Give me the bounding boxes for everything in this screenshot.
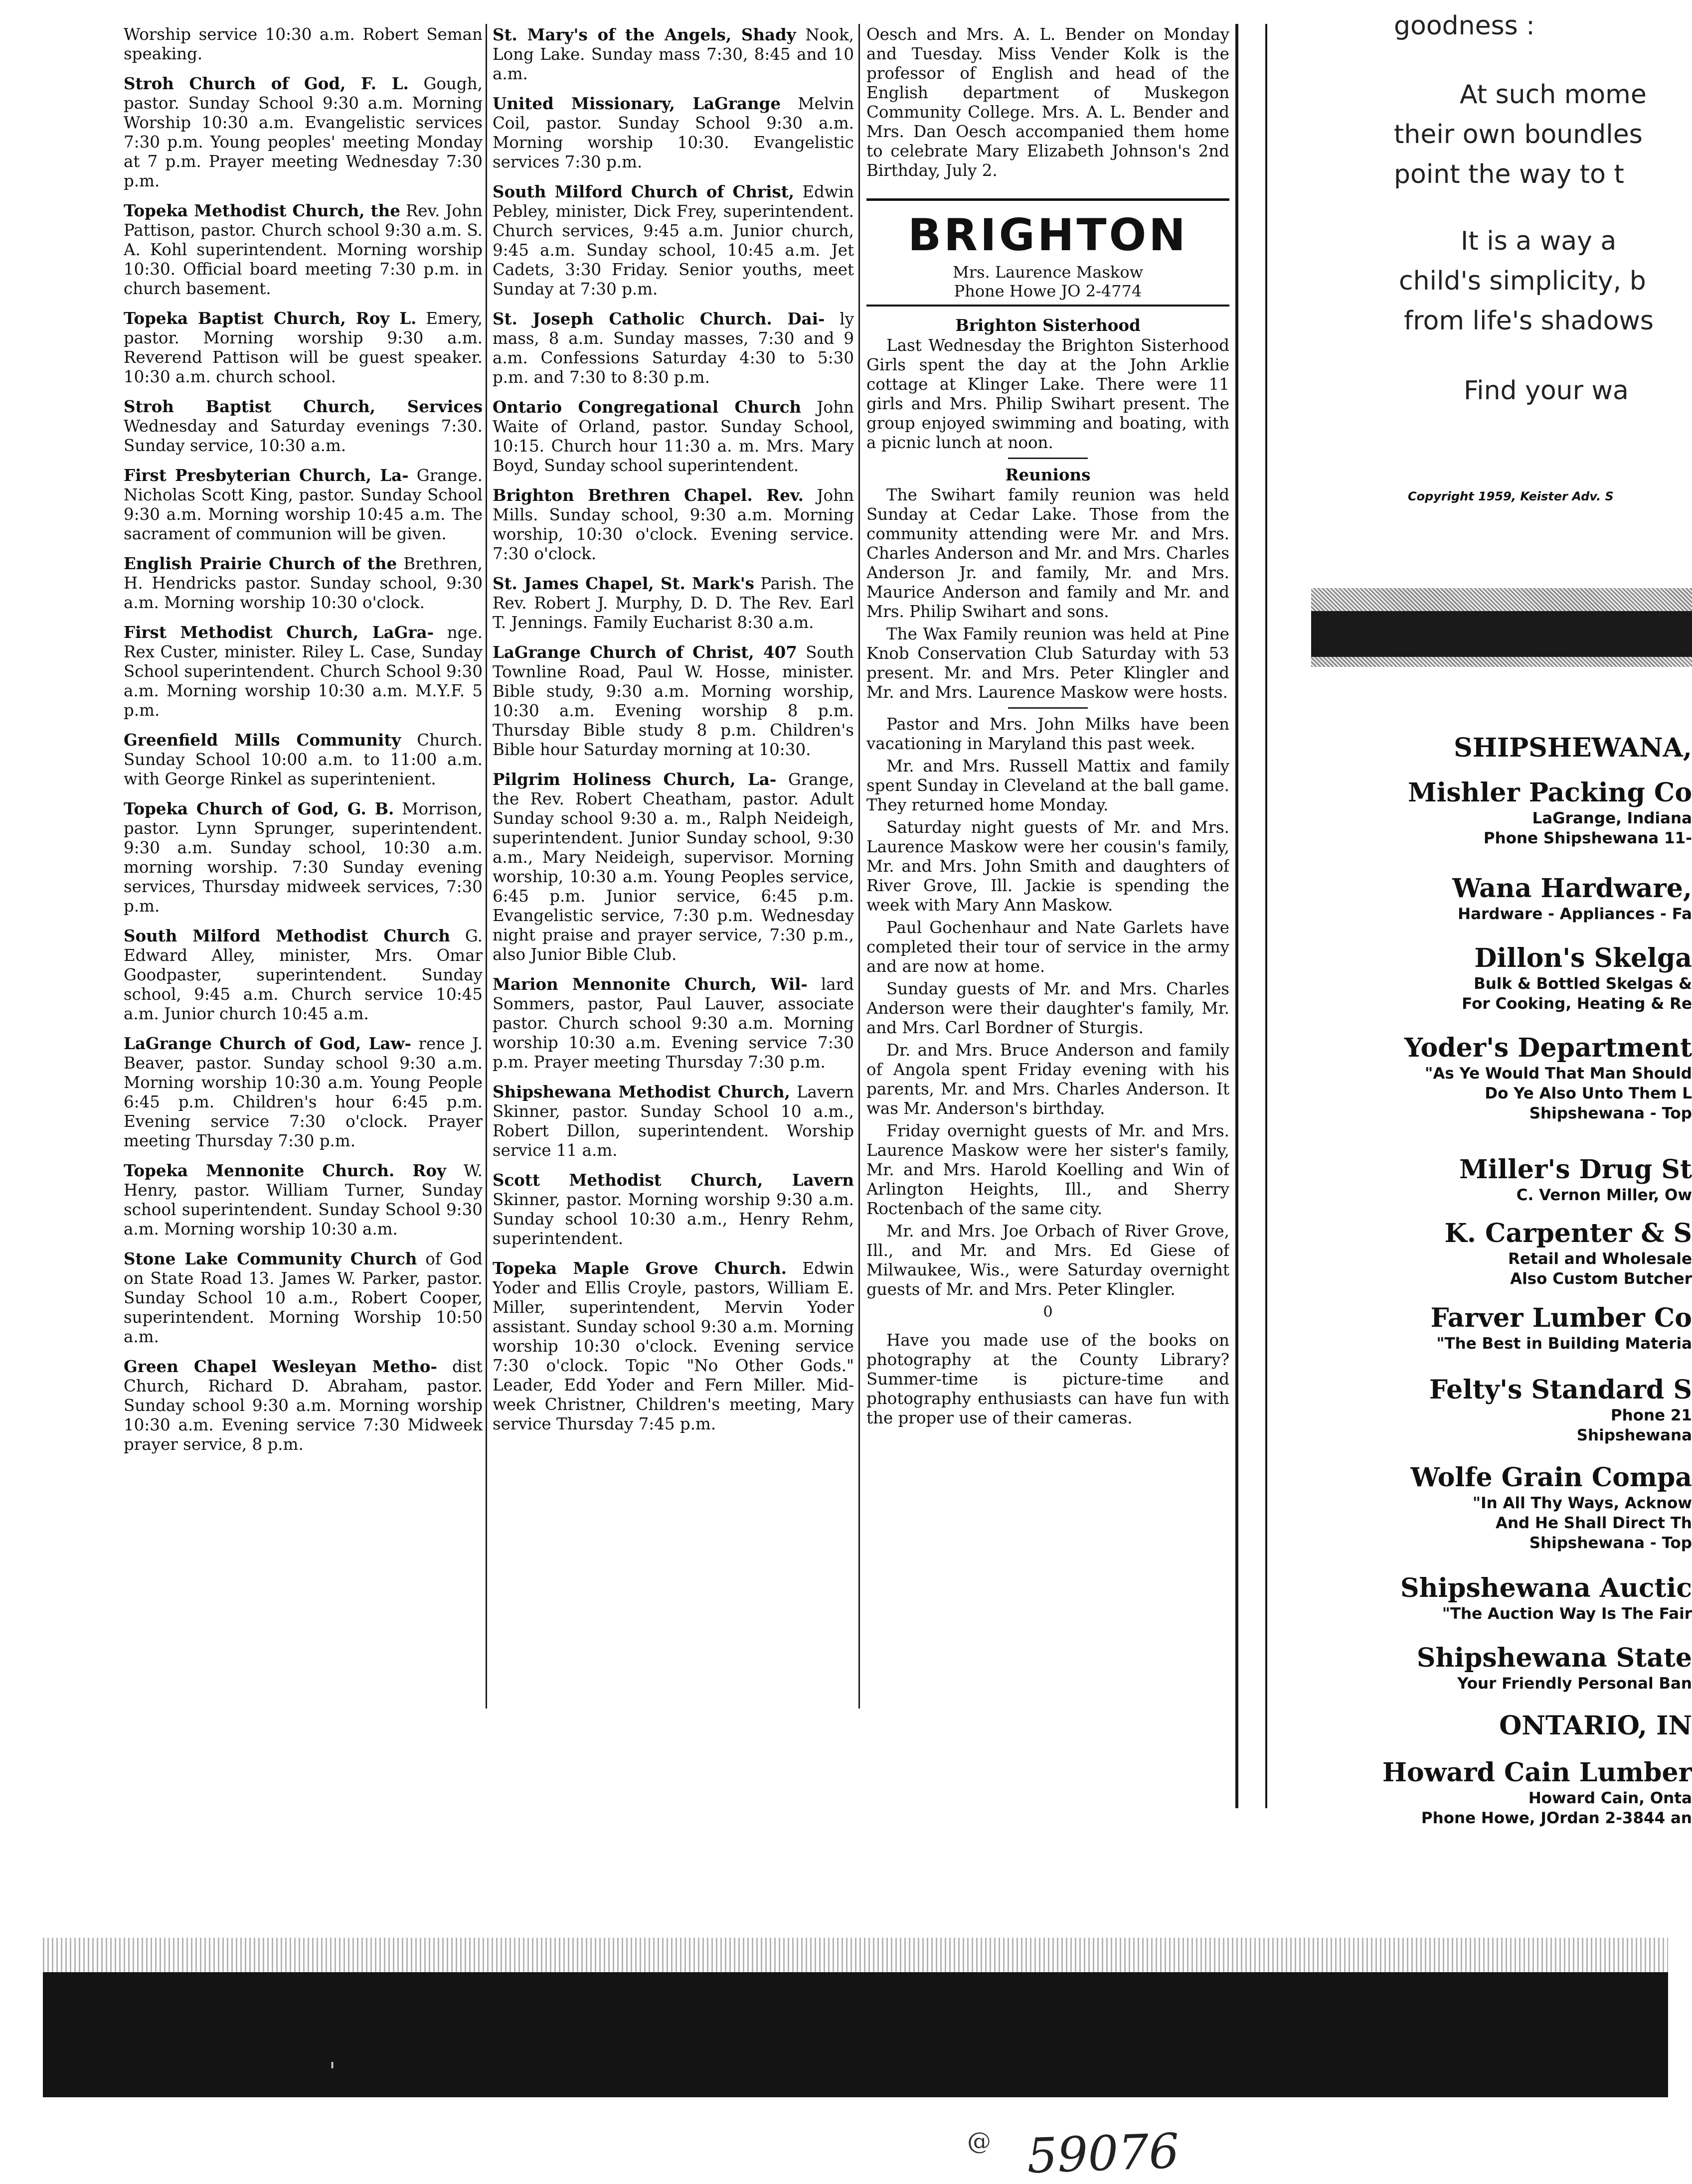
sponsor-line: "In All Thy Ways, Acknow bbox=[1472, 1494, 1692, 1512]
brighton-banner bbox=[866, 198, 1229, 301]
church-name: St. Mary's of the Angels, Shady bbox=[493, 25, 796, 44]
sponsor-block bbox=[1276, 1757, 1692, 1828]
sponsor-name: Wolfe Grain Compa bbox=[1410, 1462, 1692, 1493]
ad-poem-line: It is a way a bbox=[1461, 226, 1617, 256]
church-name: St. James Chapel, St. Mark's bbox=[493, 574, 754, 593]
ad-poem-line: goodness : bbox=[1394, 11, 1535, 41]
sponsor-line: Howard Cain, Onta bbox=[1528, 1789, 1692, 1807]
sponsor-line: Phone Shipshewana 11- bbox=[1483, 829, 1692, 847]
church-name: English Prairie Church of the bbox=[124, 554, 397, 573]
sponsor-name: Shipshewana Auctic bbox=[1400, 1573, 1692, 1603]
sponsor-name: Mishler Packing Co bbox=[1408, 778, 1692, 808]
sponsor-name: Howard Cain Lumber bbox=[1382, 1757, 1692, 1788]
reunions-paragraph: The Swihart family reunion was held Sunday at Cedar Lake. Those from the community attending were Mr. and Mrs. Charles Anderson and Mr. and Mrs. Charles Anderson Jr. and family, Mr. and Mrs. Maurice Anderson and family and Mr. and Mrs. Philip Swihart and sons. bbox=[866, 485, 1229, 621]
sponsor-line: Phone Howe, JOrdan 2-3844 an bbox=[1421, 1809, 1692, 1827]
church-name: Topeka Maple Grove Church. bbox=[493, 1258, 787, 1278]
news-item: Paul Gochenhaur and Nate Garlets have completed their tour of service in the army and are now at home. bbox=[866, 918, 1229, 976]
church-details: Nook, Long Lake. Sunday mass 7:30, 8:45 and 10 a.m. bbox=[493, 25, 854, 83]
church-name: South Milford Church of Christ, bbox=[493, 182, 795, 201]
sisterhood-heading: Brighton Sisterhood bbox=[955, 315, 1141, 335]
church-details: South Townline Road, Paul W. Hosse, minister. Bible study, 9:30 a.m. Morning worship, 10:30 a.m. Evening worship 8 p.m. Thursday Bible study 8 p.m. Children's Bible hour Saturday morning at 10:30. bbox=[493, 643, 854, 759]
sponsor-name: Yoder's Department bbox=[1404, 1033, 1692, 1063]
sponsor-line: Retail and Wholesale bbox=[1508, 1250, 1692, 1268]
zero-rule bbox=[866, 1302, 1229, 1322]
short-rule bbox=[1008, 707, 1088, 709]
brighton-title: BRIGHTON bbox=[908, 209, 1188, 261]
sponsor-block bbox=[1276, 1573, 1692, 1624]
sponsor-block bbox=[1276, 943, 1692, 1014]
church-details: Wednesday and Saturday evenings 7:30. Sunday service, 10:30 a.m. bbox=[124, 417, 483, 455]
church-listing bbox=[124, 1034, 483, 1151]
church-name: Pilgrim Holiness Church, La- bbox=[493, 770, 777, 789]
church-listing bbox=[493, 770, 854, 964]
church-listing bbox=[124, 554, 483, 613]
church-listing bbox=[124, 201, 483, 299]
sponsor-line: Shipshewana - Top bbox=[1529, 1534, 1692, 1552]
lead-paragraph: Oesch and Mrs. A. L. Bender on Monday and Tuesday. Miss Vender Kolk is the professor of English and head of the English department of Muskegon Community College. Mrs. A. L. Bender and Mrs. Dan Oesch accompanied them home to celebrate Mary Elizabeth Johnson's 2nd Birthday, July 2. bbox=[866, 25, 1229, 180]
church-listing bbox=[493, 182, 854, 299]
church-listing bbox=[493, 1258, 854, 1434]
sponsor-block bbox=[1276, 778, 1692, 848]
scan-dark-band bbox=[43, 1972, 1668, 2097]
sponsor-name: Farver Lumber Co bbox=[1430, 1303, 1692, 1333]
sponsor-name: ONTARIO, IN bbox=[1499, 1711, 1692, 1741]
church-listing bbox=[124, 926, 483, 1024]
sponsor-name: K. Carpenter & S bbox=[1444, 1218, 1692, 1248]
church-name: First Methodist Church, LaGra- bbox=[124, 623, 434, 642]
church-name: Stone Lake Community Church bbox=[124, 1249, 417, 1268]
church-details: Parish. The Rev. Robert J. Murphy, D. D. The Rev. Earl T. Jennings. Family Eucharist 8:30 a.m. bbox=[493, 574, 854, 632]
banner-rule bbox=[866, 305, 1229, 307]
sponsor-line: Shipshewana bbox=[1576, 1426, 1692, 1444]
church-listing bbox=[124, 397, 483, 456]
sponsor-block bbox=[1276, 1643, 1692, 1694]
ad-poem-line: their own boundles bbox=[1394, 120, 1643, 150]
church-details: Lavern Skinner, pastor. Sunday School 10 a.m., Robert Dillon, superintendent. Worship service 11 a.m. bbox=[493, 1083, 854, 1160]
church-listing bbox=[493, 642, 854, 760]
news-item: Pastor and Mrs. John Milks have been vacationing in Maryland this past week. bbox=[866, 715, 1229, 753]
sponsor-line: Shipshewana - Top bbox=[1529, 1104, 1692, 1122]
church-listing bbox=[124, 466, 483, 544]
sponsor-block bbox=[1276, 1462, 1692, 1553]
handwritten-number: 59076 bbox=[1026, 2123, 1181, 2184]
brighton-news-column bbox=[866, 25, 1229, 1431]
church-name: Topeka Church of God, G. B. bbox=[124, 799, 394, 818]
church-listing bbox=[124, 1249, 483, 1347]
sponsor-block bbox=[1276, 1033, 1692, 1123]
ad-poem-line: point the way to t bbox=[1394, 159, 1624, 189]
sponsor-line: "As Ye Would That Man Should bbox=[1425, 1065, 1692, 1083]
news-item: Dr. and Mrs. Bruce Anderson and family of Angola spent Friday evening with his parents, Mr. and Mrs. Charles Anderson. It was Mr. Anderson's birthday. bbox=[866, 1041, 1229, 1118]
church-listing bbox=[493, 94, 854, 172]
church-name: Scott Methodist Church, Lavern bbox=[493, 1170, 854, 1190]
church-name: Marion Mennonite Church, Wil- bbox=[493, 974, 808, 994]
church-name: Stroh Church of God, F. L. bbox=[124, 74, 409, 93]
church-details: Church. Sunday School 10:00 a.m. to 11:00 a.m. with George Rinkel as superintenient. bbox=[124, 731, 483, 788]
church-name: Topeka Mennonite Church. Roy bbox=[124, 1161, 446, 1180]
short-rule bbox=[1008, 458, 1088, 459]
church-details: ly mass, 8 a.m. Sunday masses, 7:30 and 9 a.m. Confessions Saturday 4:30 to 5:30 p.m. and 7:30 to 8:30 p.m. bbox=[493, 310, 854, 387]
church-details: Edwin Pebley, minister, Dick Frey, superintendent. Church services, 9:45 a.m. Junior church, 9:45 a.m. Sunday school, 10:45 a.m. Jet Cadets, 3:30 Friday. Senior youths, meet Sunday at 7:30 p.m. bbox=[493, 182, 854, 299]
church-details: Rev. John Pattison, pastor. Church school 9:30 a.m. S. A. Kohl superintendent. Morning worship 10:30. Official board meeting 7:30 p.m. in church basement. bbox=[124, 201, 483, 298]
sponsor-line: And He Shall Direct Th bbox=[1495, 1514, 1692, 1532]
sponsor-block bbox=[1276, 733, 1692, 764]
correspondent-phone: Phone Howe JO 2-4774 bbox=[954, 282, 1142, 301]
church-details: nge. Rex Custer, minister. Riley L. Case, Sunday School superintendent. Church School 9:30 a.m. Morning worship 10:30 a.m. M.Y.F. 5 p.m. bbox=[124, 623, 483, 720]
church-name: St. Joseph Catholic Church. Dai- bbox=[493, 309, 825, 328]
sponsor-line: "The Best in Building Materia bbox=[1436, 1335, 1692, 1353]
news-item: Mr. and Mrs. Russell Mattix and family spent Sunday in Cleveland at the ball game. They returned home Monday. bbox=[866, 757, 1229, 814]
column-rule-3 bbox=[1235, 24, 1238, 1808]
sponsor-line: Your Friendly Personal Ban bbox=[1457, 1675, 1692, 1693]
church-details: Skinner, pastor. Morning worship 9:30 a.m. Sunday school 10:30 a.m., Henry Rehm, superintendent. bbox=[493, 1190, 854, 1248]
sponsor-block bbox=[1276, 1303, 1692, 1354]
sponsor-name: Dillon's Skelga bbox=[1474, 943, 1692, 973]
church-listing bbox=[493, 485, 854, 564]
church-details: Grange, the Rev. Robert Cheatham, pastor. Adult Sunday school 9:30 a. m., Ralph Neideigh, superintendent. Junior Sunday school, 9:30 a.m., Mary Neideigh, supervisor. Morning worship, 10:30 a.m. Young Peoples service, 6:45 p.m. Junior service, 6:45 p.m. Evangelistic service, 7:30 p.m. Wednesday night praise and prayer service, 7:30 p.m., also Junior Bible Club. bbox=[493, 770, 854, 964]
church-details: Morrison, pastor. Lynn Sprunger, superintendent. 9:30 a.m. Sunday school, 10:30 a.m. morning worship. 7:30 Sunday evening services, Thursday midweek services, 7:30 p.m. bbox=[124, 799, 483, 916]
church-name: Green Chapel Wesleyan Metho- bbox=[124, 1357, 438, 1376]
church-listing bbox=[124, 623, 483, 720]
scan-mark: ' bbox=[329, 2057, 336, 2085]
church-details: Melvin Coil, pastor. Sunday School 9:30 a.m. Morning worship 10:30. Evangelistic services 7:30 p.m. bbox=[493, 94, 854, 171]
church-details: W. Henry, pastor. William Turner, Sunday school superintendent. Sunday School 9:30 a.m. Morning worship 10:30 a.m. bbox=[124, 1161, 483, 1239]
sponsor-block bbox=[1276, 873, 1692, 924]
ad-poem-line: Find your wa bbox=[1464, 376, 1629, 406]
church-listing bbox=[124, 1357, 483, 1454]
column-rule-1 bbox=[486, 24, 487, 1709]
sponsor-block bbox=[1276, 1375, 1692, 1445]
church-listing bbox=[124, 25, 483, 64]
church-name: Topeka Methodist Church, the bbox=[124, 201, 400, 220]
church-listing bbox=[493, 974, 854, 1072]
church-details: rence J. Beaver, pastor. Sunday school 9:30 a.m. Morning worship 10:30 a.m. Young People 6:45 p.m. Children's hour 6:45 p.m. Evening service 7:30 o'clock. Prayer meeting Thursday 7:30 p.m. bbox=[124, 1034, 483, 1150]
sponsor-name: Felty's Standard S bbox=[1429, 1375, 1692, 1405]
church-listing bbox=[493, 25, 854, 84]
ad-poem-line: from life's shadows bbox=[1404, 306, 1654, 336]
church-directory-column-2 bbox=[493, 25, 854, 1444]
sponsor-block bbox=[1276, 1711, 1692, 1741]
news-items bbox=[866, 715, 1229, 1299]
church-listing bbox=[493, 1082, 854, 1160]
church-details: Brethren, H. Hendricks pastor. Sunday school, 9:30 a.m. Morning worship 10:30 o'clock. bbox=[124, 554, 483, 612]
ad-copyright: Copyright 1959, Keister Adv. S bbox=[1408, 489, 1614, 503]
church-name: First Presbyterian Church, La- bbox=[124, 466, 409, 485]
church-details: Emery, pastor. Morning worship 9:30 a.m. Reverend Pattison will be guest speaker. 10:30 a.m. church school. bbox=[124, 309, 483, 386]
sponsor-line: Bulk & Bottled Skelgas & bbox=[1474, 975, 1692, 993]
correspondent-name: Mrs. Laurence Maskow bbox=[953, 263, 1143, 282]
sponsor-name: Miller's Drug St bbox=[1459, 1154, 1692, 1185]
church-name: Stroh Baptist Church, Services bbox=[124, 397, 483, 416]
sponsor-name: SHIPSHEWANA, bbox=[1454, 733, 1692, 763]
church-name: Topeka Baptist Church, Roy L. bbox=[124, 309, 417, 328]
church-details: Worship service 10:30 a.m. Robert Seman speaking. bbox=[124, 25, 483, 63]
column-rule-2 bbox=[858, 24, 860, 1709]
news-item: Sunday guests of Mr. and Mrs. Charles Anderson were their daughter's family, Mr. and Mrs. Carl Bordner of Sturgis. bbox=[866, 979, 1229, 1037]
sponsor-name: Wana Hardware, bbox=[1452, 873, 1692, 904]
church-listing bbox=[493, 397, 854, 475]
church-listing bbox=[124, 309, 483, 387]
column-rule-3b bbox=[1265, 24, 1267, 1808]
church-name: Ontario Congregational Church bbox=[493, 397, 802, 417]
church-details: G. Edward Alley, minister, Mrs. Omar Goodpaster, superintendent. Sunday school, 9:45 a.m. Church service 10:45 a.m. Junior church 10:45 a.m. bbox=[124, 927, 483, 1023]
news-item: Mr. and Mrs. Joe Orbach of River Grove, Ill., and Mr. and Mrs. Ed Giese of Milwaukee, Wis., were Saturday overnight guests of Mr. and Mrs. Peter Klingler. bbox=[866, 1222, 1229, 1299]
church-listing bbox=[124, 730, 483, 789]
sponsor-block bbox=[1276, 1154, 1692, 1205]
church-name: Greenfield Mills Community bbox=[124, 730, 401, 750]
library-note: Have you made use of the books on photography at the County Library? Summer-time is picture-time and photography enthusiasts can have fun with the proper use of their cameras. bbox=[866, 1331, 1229, 1427]
sponsor-line: C. Vernon Miller, Ow bbox=[1516, 1186, 1692, 1204]
sponsor-line: For Cooking, Heating & Re bbox=[1462, 995, 1692, 1013]
church-name: United Missionary, LaGrange bbox=[493, 94, 781, 113]
reunions-paragraph: The Wax Family reunion was held at Pine Knob Conservation Club Saturday with 53 present. Mr. and Mrs. Peter Klingler and Mr. and Mrs. Laurence Maskow were hosts. bbox=[866, 624, 1229, 702]
ad-dark-band bbox=[1311, 611, 1692, 657]
ad-poem-line: child's simplicity, b bbox=[1399, 266, 1646, 296]
reunions-heading: Reunions bbox=[1005, 465, 1091, 484]
church-details: John Mills. Sunday school, 9:30 a.m. Morning worship, 10:30 o'clock. Evening service. 7:30 o'clock. bbox=[493, 486, 854, 563]
scan-mark: @ bbox=[967, 2127, 991, 2155]
church-details: Edwin Yoder and Ellis Croyle, pastors, William E. Miller, superintendent, Mervin Yoder assistant. Sunday school 9:30 a.m. Morning worship 10:30 o'clock. Evening service 7:30 o'clock. Topic "No Other Gods." Leader, Edd Yoder and Fern Miller. Mid-week Christner, Children's meeting, Mary service Thursday 7:45 p.m. bbox=[493, 1259, 854, 1433]
sponsor-line: LaGrange, Indiana bbox=[1532, 809, 1692, 827]
news-item: Friday overnight guests of Mr. and Mrs. Laurence Maskow were her sister's family, Mr. and Mrs. Harold Koelling and Win of Arlington Heights, Ill., and Sherry Roctenbach of the same city. bbox=[866, 1121, 1229, 1218]
zero-mark: 0 bbox=[1040, 1303, 1055, 1321]
sponsor-name: Shipshewana State bbox=[1416, 1643, 1692, 1673]
sponsor-line: Hardware - Appliances - Fa bbox=[1458, 905, 1692, 923]
church-listing bbox=[124, 74, 483, 191]
church-directory-column-1 bbox=[124, 25, 483, 1464]
sponsor-block bbox=[1276, 1218, 1692, 1289]
church-details: of God on State Road 13. James W. Parker, pastor. Sunday School 10 a.m., Robert Cooper, superintendent. Morning Worship 10:50 a.m. bbox=[124, 1249, 483, 1346]
church-listing bbox=[493, 574, 854, 632]
church-details: John Waite of Orland, pastor. Sunday School, 10:15. Church hour 11:30 a. m. Mrs. Mary Boyd, Sunday school superintendent. bbox=[493, 398, 854, 475]
church-name: Shipshewana Methodist Church, bbox=[493, 1082, 790, 1101]
sponsor-line: Phone 21 bbox=[1610, 1406, 1692, 1424]
church-name: Brighton Brethren Chapel. Rev. bbox=[493, 485, 804, 505]
sponsor-advertisement bbox=[1276, 0, 1692, 1944]
sponsor-line: Also Custom Butcher bbox=[1510, 1270, 1692, 1288]
church-name: LaGrange Church of Christ, 407 bbox=[493, 642, 797, 662]
church-name: South Milford Methodist Church bbox=[124, 926, 451, 945]
sponsor-line: "The Auction Way Is The Fair bbox=[1442, 1605, 1692, 1623]
scan-edge bbox=[43, 1938, 1668, 1974]
news-item: Saturday night guests of Mr. and Mrs. Laurence Maskow were her cousin's family, Mr. and Mrs. John Smith and daughters of River Grove, Ill. Jackie is spending the week with Mary Ann Maskow. bbox=[866, 818, 1229, 915]
sisterhood-paragraph: Last Wednesday the Brighton Sisterhood Girls spent the day at the John Arklie cottage at Klinger Lake. There were 11 girls and Mrs. Philip Swihart present. The group enjoyed swimming and boating, with a picnic lunch at noon. bbox=[866, 336, 1229, 452]
ad-poem-line: At such mome bbox=[1460, 80, 1647, 110]
church-listing bbox=[124, 1161, 483, 1239]
church-listing bbox=[124, 799, 483, 916]
church-details: lard Sommers, pastor, Paul Lauver, associate pastor. Church school 9:30 a.m. Morning worship 10:30 a.m. Evening service 7:30 p.m. Prayer meeting Thursday 7:30 p.m. bbox=[493, 975, 854, 1072]
church-listing bbox=[493, 309, 854, 387]
church-details: Gough, pastor. Sunday School 9:30 a.m. Morning Worship 10:30 a.m. Evangelistic services 7:30 p.m. Young peoples' meeting Monday at 7 p.m. Prayer meeting Wednesday 7:30 p.m. bbox=[124, 74, 483, 190]
sponsor-line: Do Ye Also Unto Them L bbox=[1485, 1085, 1692, 1102]
church-details: Grange. Nicholas Scott King, pastor. Sunday School 9:30 a.m. Morning worship 10:45 a.m. The sacrament of communion will be given. bbox=[124, 466, 483, 543]
church-name: LaGrange Church of God, Law- bbox=[124, 1034, 411, 1053]
church-details: dist Church, Richard D. Abraham, pastor. Sunday school 9:30 a.m. Morning worship 10:30 a.m. Evening service 7:30 Midweek prayer service, 8 p.m. bbox=[124, 1357, 483, 1454]
church-listing bbox=[493, 1170, 854, 1248]
